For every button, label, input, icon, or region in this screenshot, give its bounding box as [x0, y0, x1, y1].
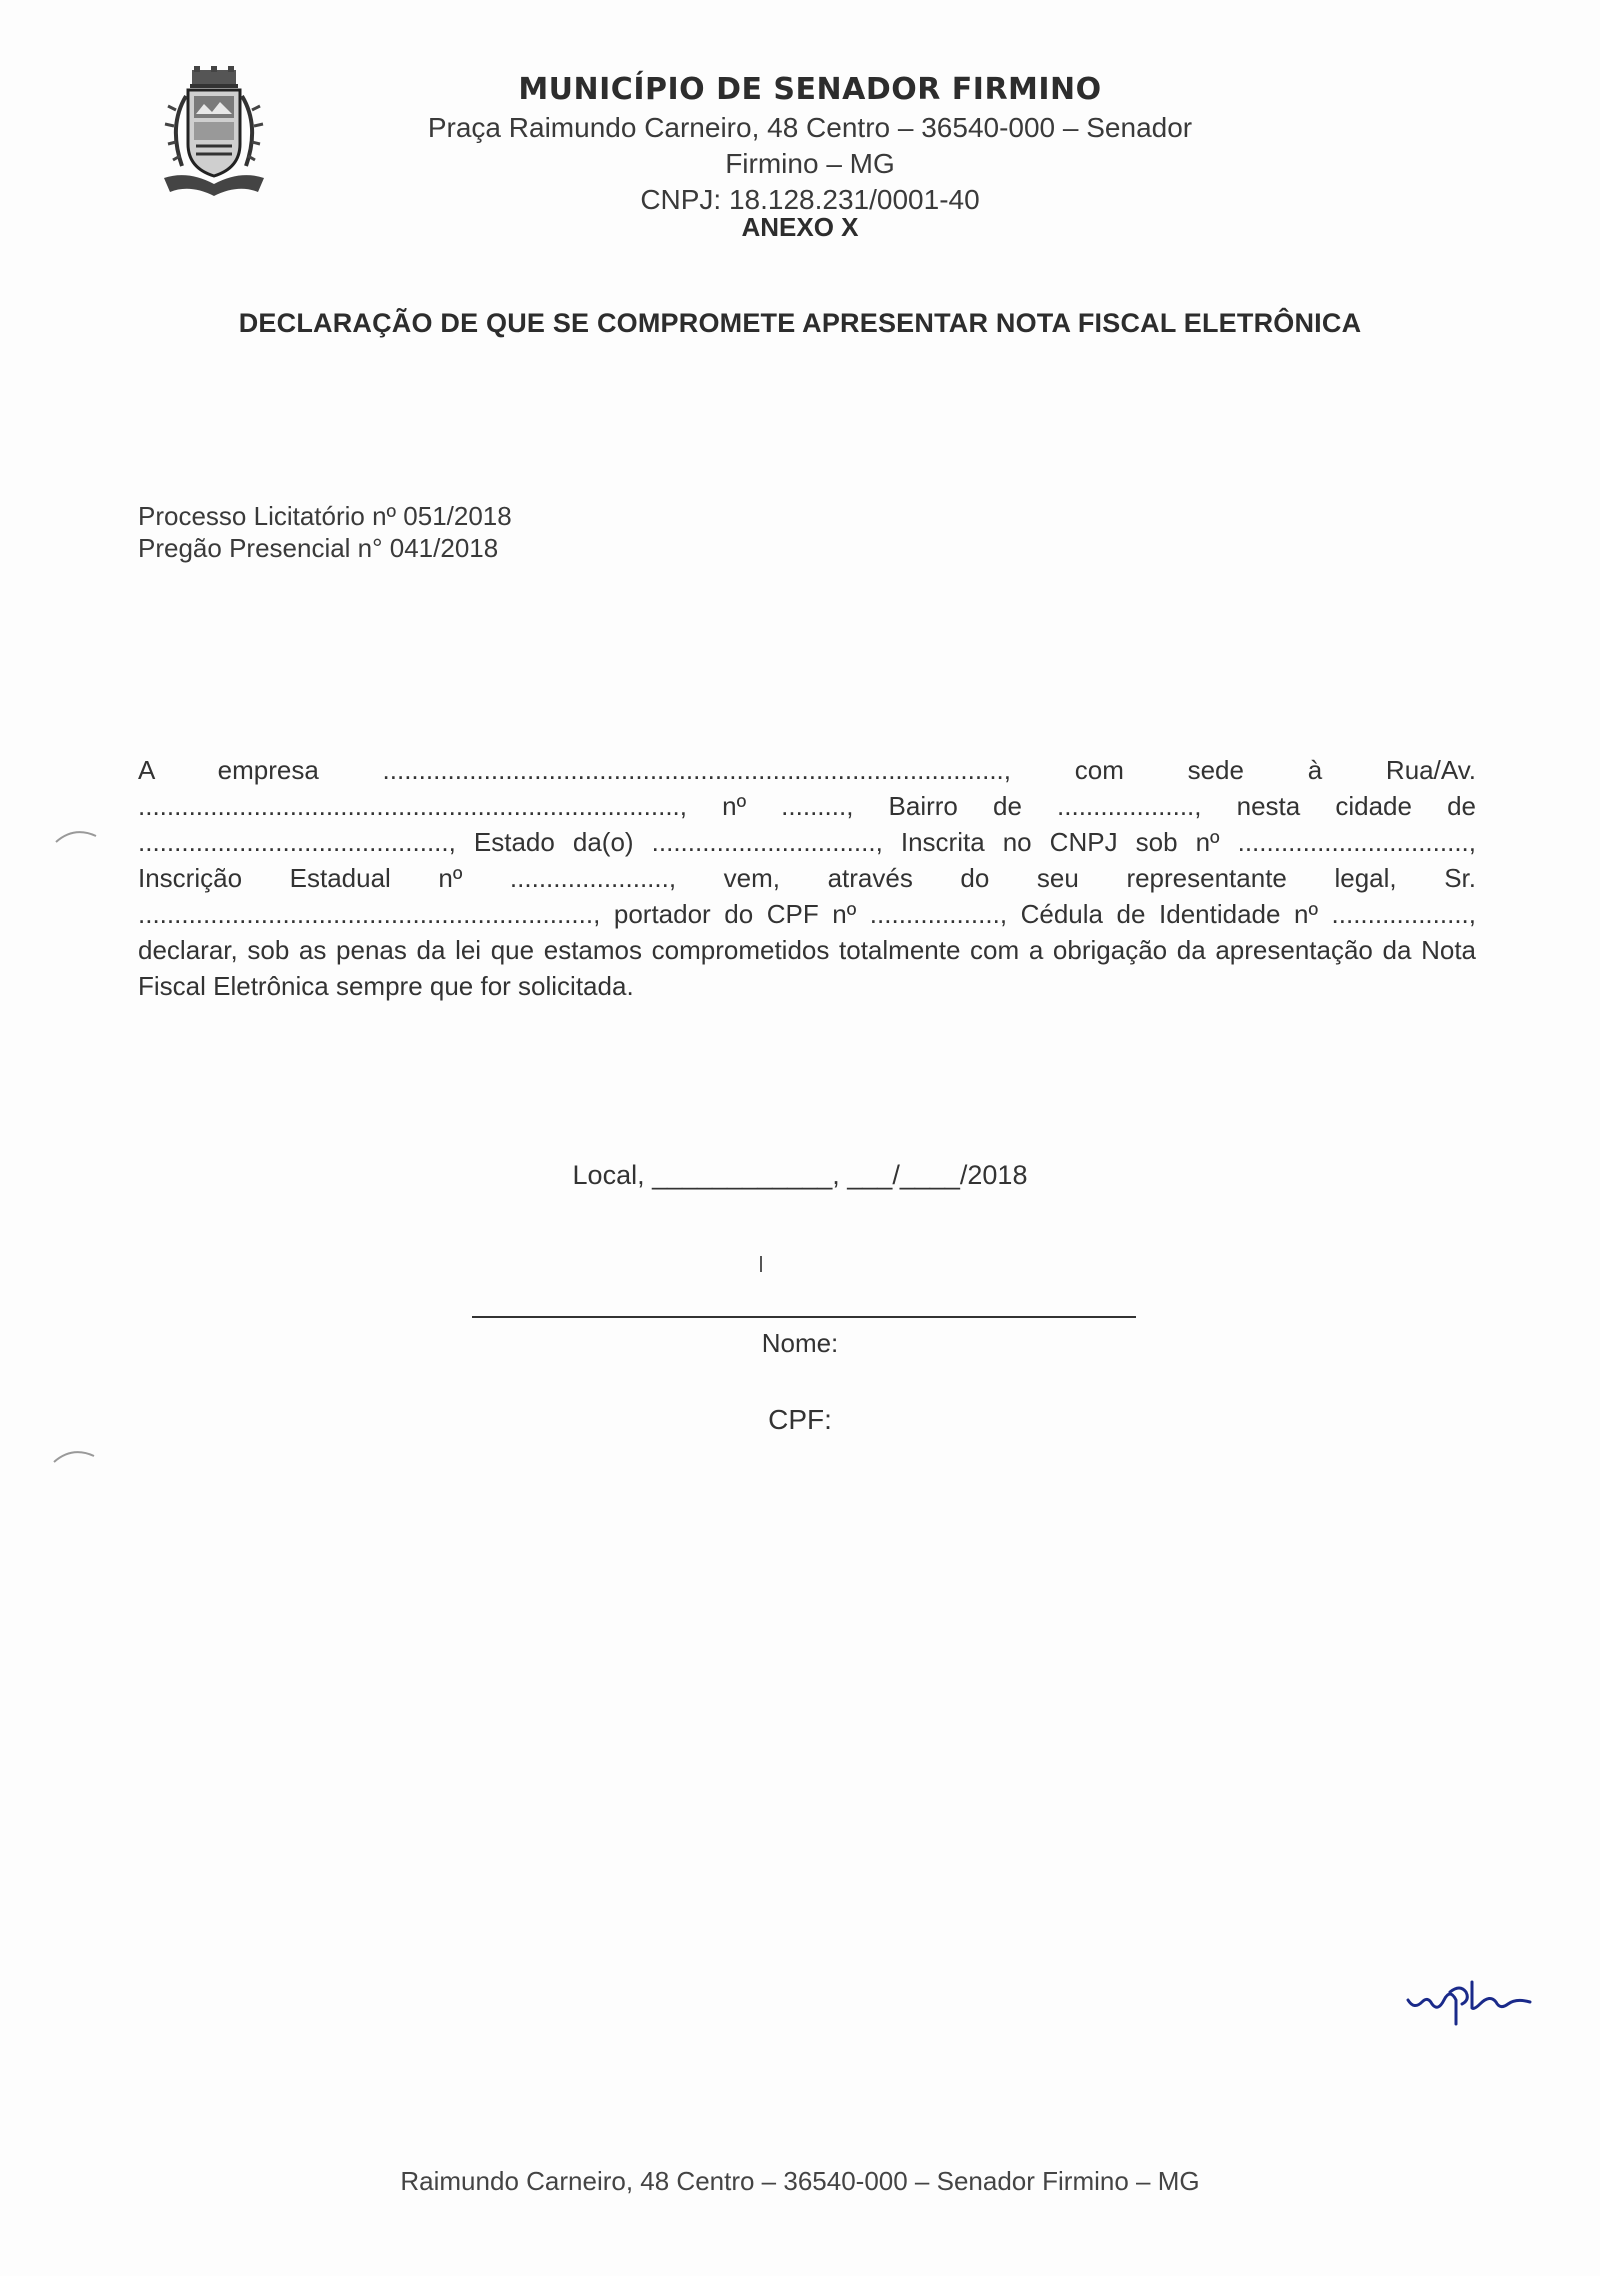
signature-line [472, 1316, 1136, 1318]
signature-name-label: Nome: [761, 1328, 839, 1358]
local-date-line: Local, ____________, ___/____/2018 [572, 1160, 1028, 1190]
declaration-body: A empresa ......................................................................................, com sede à Rua/Av. ..........................................................................., nº ........., Bairro de ..................., nesta cidade de ..........................................., Estado da(o) ..............................., Inscrita no CNPJ sob nº ................................, Inscrição Estadual nº ......................, vem, através do seu representante legal, Sr. ..............................................................., portador do CPF nº .................., Cédula de Identidade nº ..................., declarar, sob as penas da lei que estamos comprometidos totalmente com a obrigação da apresentação da Nota Fiscal Eletrônica sempre que for solicitada. [138, 755, 1476, 1001]
municipality-cnpj: CNPJ: 18.128.231/0001-40 [640, 184, 980, 215]
process-pregao: Pregão Presencial n° 041/2018 [138, 533, 499, 563]
stray-mark [760, 1256, 762, 1272]
punch-mark-icon [50, 1446, 100, 1466]
handwritten-initials [1400, 1970, 1550, 2030]
punch-mark-icon [52, 826, 102, 846]
municipality-name: MUNICÍPIO DE SENADOR FIRMINO [518, 72, 1102, 107]
signature-cpf-label: CPF: [768, 1404, 832, 1435]
municipal-coat-of-arms-icon [158, 66, 270, 202]
annex-label: ANEXO X [741, 212, 859, 242]
process-licitatorio: Processo Licitatório nº 051/2018 [138, 501, 512, 531]
document-title: DECLARAÇÃO DE QUE SE COMPROMETE APRESENTAR NOTA FISCAL ELETRÔNICA [238, 308, 1362, 338]
letterhead [380, 70, 1240, 218]
municipality-address: Praça Raimundo Carneiro, 48 Centro – 36540-000 – Senador Firmino – MG [427, 112, 1193, 179]
process-info [138, 500, 512, 564]
page-footer: Raimundo Carneiro, 48 Centro – 36540-000 – Senador Firmino – MG [400, 2166, 1200, 2196]
